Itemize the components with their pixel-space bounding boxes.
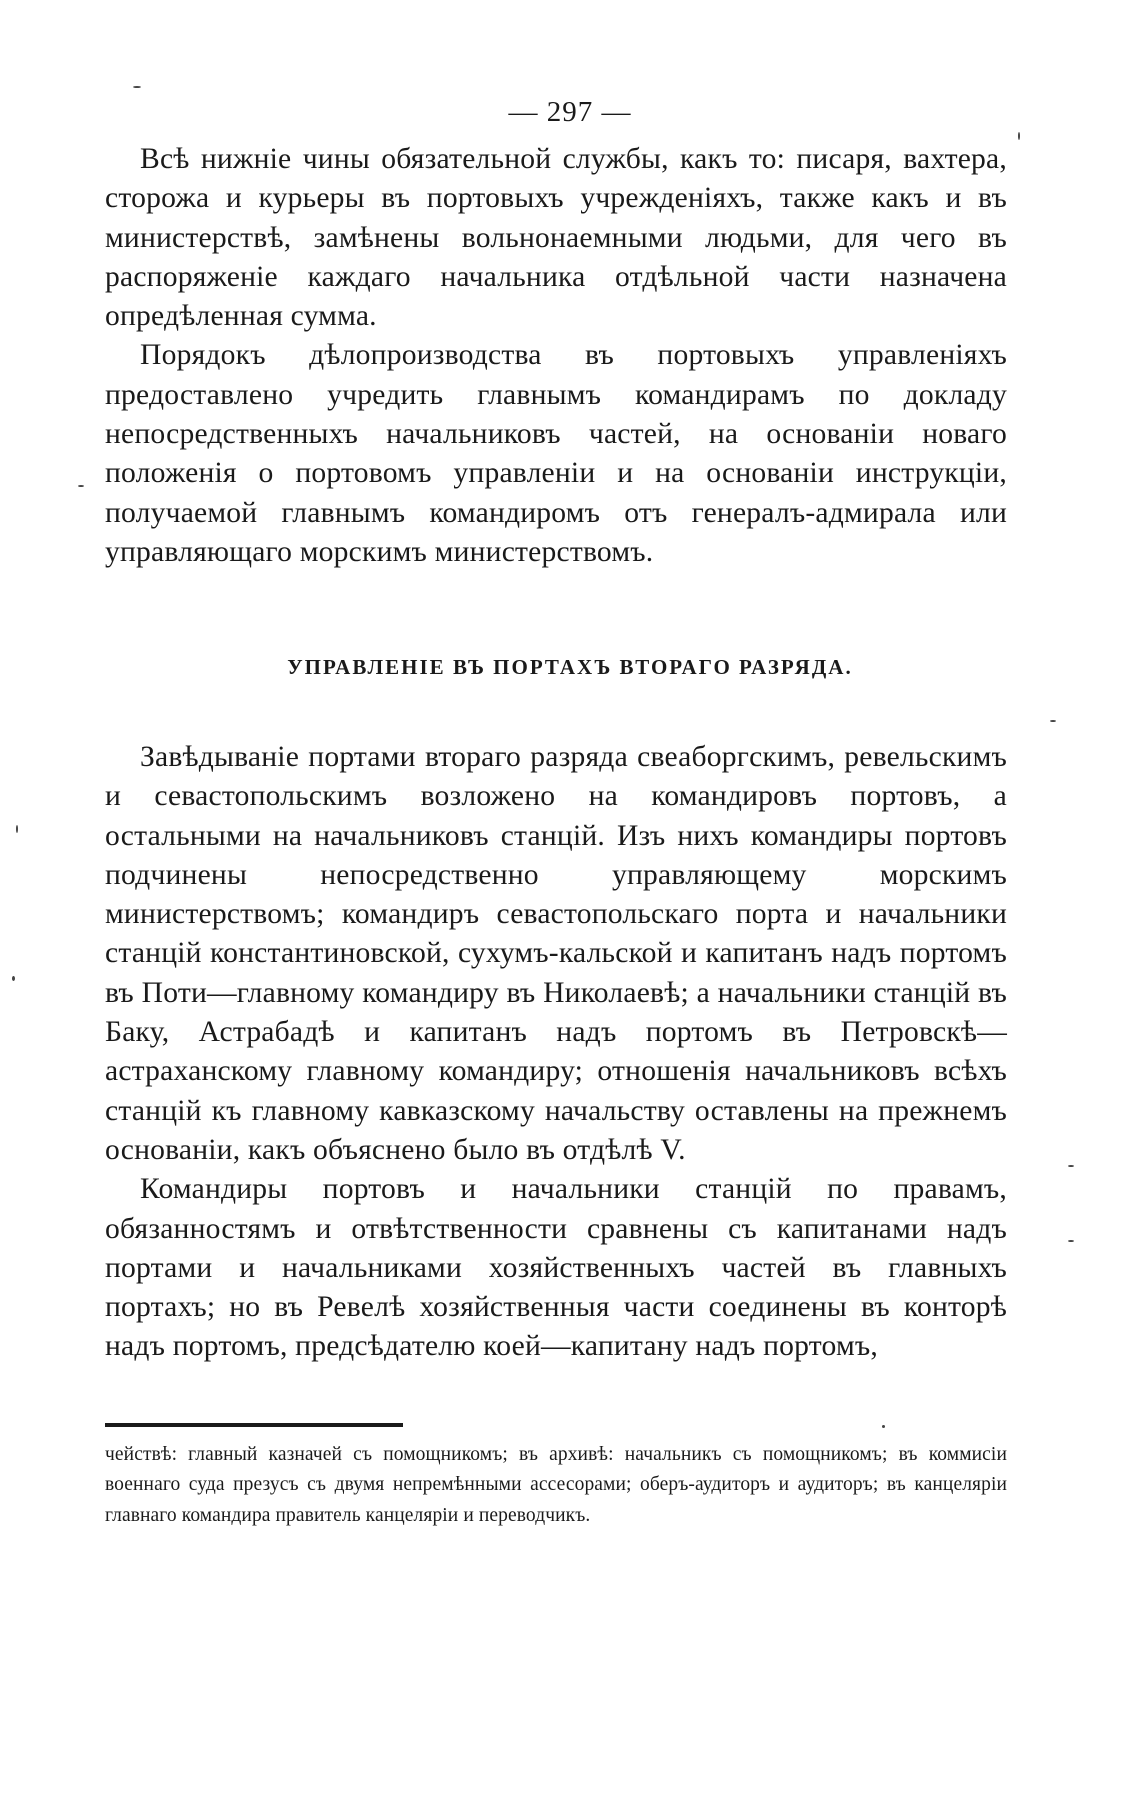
scan-speck <box>882 1425 885 1428</box>
page-number: — 297 — <box>508 96 632 128</box>
footnote <box>105 1440 1007 1531</box>
scan-speck <box>78 485 84 487</box>
footnote-divider <box>105 1423 403 1427</box>
section-heading: УПРАВЛЕНІЕ ВЪ ПОРТАХЪ ВТОРАГО РАЗРЯДА. <box>287 655 853 679</box>
scan-speck <box>1018 132 1020 140</box>
scan-speck <box>133 86 141 88</box>
footnote-text: чействѣ: главный казначей съ помощникомъ; въ архивѣ: начальникъ съ помощникомъ; въ коммисіи военнаго суда презусъ съ двумя непремѣнными ассесорами; оберъ-аудиторъ и аудиторъ; въ канцеляріи главнаго командира правитель канцеляріи и переводчикъ. <box>105 1444 1007 1526</box>
scan-speck <box>1068 1165 1074 1167</box>
top-text-block <box>105 140 1007 572</box>
paragraph: Порядокъ дѣлопроизводства въ портовыхъ управленіяхъ предоставлено учредить главнымъ командирамъ по докладу непосредственныхъ начальниковъ частей, на основаніи новаго положенія о портовомъ управленіи и на основаніи инструкціи, получаемой главнымъ командиромъ отъ генералъ-адмирала или управляющаго морскимъ министерствомъ. <box>105 339 1007 568</box>
bottom-text-block <box>105 738 1007 1367</box>
scan-speck <box>16 825 18 833</box>
scan-speck <box>1068 1240 1074 1242</box>
scan-speck <box>1050 720 1056 722</box>
paragraph: Всѣ нижніе чины обязательной службы, какъ то: писаря, вахтера, сторожа и курьеры въ портовыхъ учрежденіяхъ, также какъ и въ министерствѣ, замѣнены вольнонаемными людьми, для чего въ распоряженіе каждаго начальника отдѣльной части назначена опредѣленная сумма. <box>105 143 1007 333</box>
paragraph: Завѣдываніе портами втораго разряда свеаборгскимъ, ревельскимъ и севастопольскимъ возложено на командировъ портовъ, а остальными на начальниковъ станцій. Изъ нихъ командиры портовъ подчинены непосредственно управляющему морскимъ министерствомъ; командиръ севастопольскаго порта и начальники станцій константиновской, сухумъ-кальской и капитанъ надъ портомъ въ Поти—главному командиру въ Николаевѣ; а начальники станцій въ Баку, Астрабадѣ и капитанъ надъ портомъ въ Петровскѣ—астраханскому главному командиру; отношенія начальниковъ всѣхъ станцій къ главному кавказскому начальству оставлены на прежнемъ основаніи, какъ объяснено было въ отдѣлѣ V. <box>105 741 1007 1166</box>
scan-speck <box>12 976 15 981</box>
paragraph: Командиры портовъ и начальники станцій по правамъ, обязанностямъ и отвѣтственности сравнены съ капитанами надъ портами и начальниками хозяйственныхъ частей въ главныхъ портахъ; но въ Ревелѣ хозяйственныя части соединены въ конторѣ надъ портомъ, предсѣдателю коей—капитану надъ портомъ, <box>105 1173 1007 1363</box>
